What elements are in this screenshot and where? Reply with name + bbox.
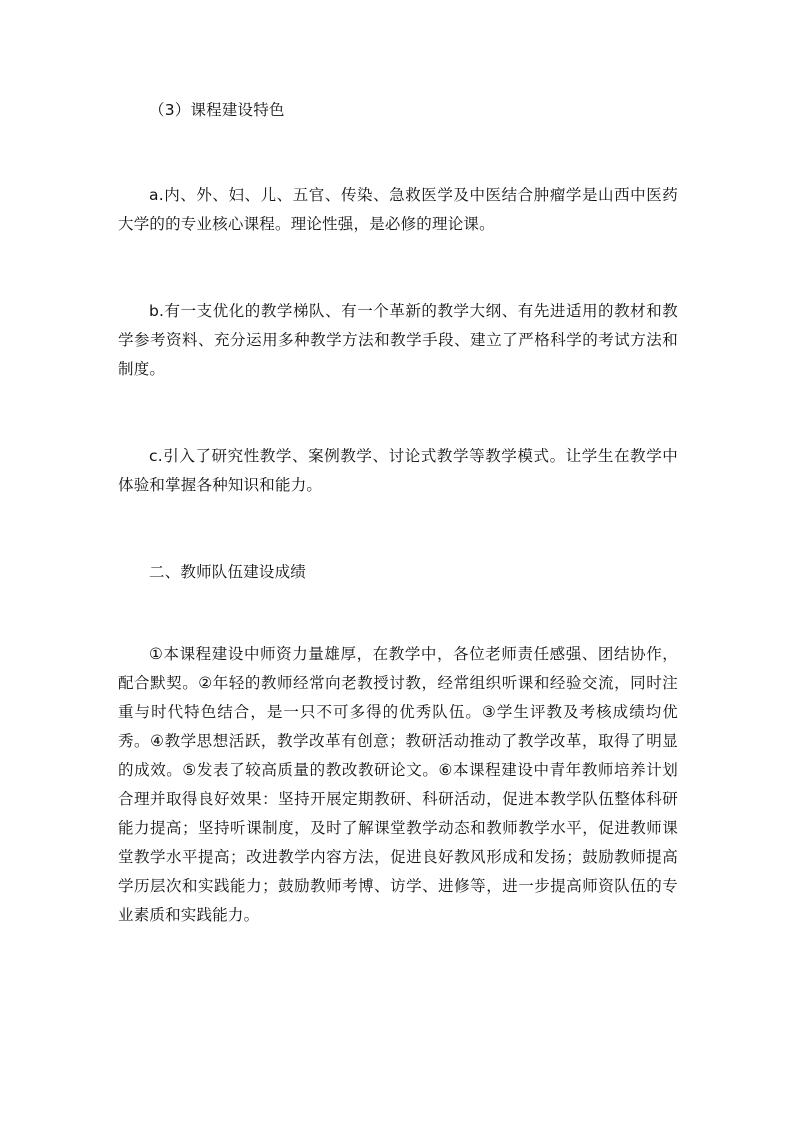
section-heading-teacher-team: 二、教师队伍建设成绩	[149, 563, 307, 581]
section-heading-course-features: （3）课程建设特色	[149, 101, 285, 119]
paragraph-b: b.有一支优化的教学梯队、有一个革新的教学大纲、有先进适用的教材和教学参考资料、充分运用多种教学方法和教学手段、建立了严格科学的考试方法和制度。	[118, 302, 678, 378]
paragraph-c: c.引入了研究性教学、案例教学、讨论式教学等教学模式。让学生在教学中体验和掌握各种知识和能力。	[118, 447, 678, 494]
paragraph-teacher-team: ①本课程建设中师资力量雄厚，在教学中，各位老师责任感强、团结协作，配合默契。②年轻的教师经常向老教授讨教，经常组织听课和经验交流，同时注重与时代特色结合，是一只不可多得的优秀队伍。③学生评教及考核成绩均优秀。④教学思想活跃，教学改革有创意；教研活动推动了教学改革，取得了明显的成效。⑤发表了较高质量的教改教研论文。⑥本课程建设中青年教师培养计划合理并取得良好效果：坚持开展定期教研、科研活动，促进本教学队伍整体科研能力提高；坚持听课制度，及时了解课堂教学动态和教师教学水平，促进教师课堂教学水平提高；改进教学内容方法，促进良好教风形成和发扬；鼓励教师提高学历层次和实践能力；鼓励教师考博、访学、进修等，进一步提高师资队伍的专业素质和实践能力。	[118, 645, 678, 924]
paragraph-a: a.内、外、妇、儿、五官、传染、急救医学及中医结合肿瘤学是山西中医药大学的的专业核心课程。理论性强，是必修的理论课。	[118, 186, 678, 233]
